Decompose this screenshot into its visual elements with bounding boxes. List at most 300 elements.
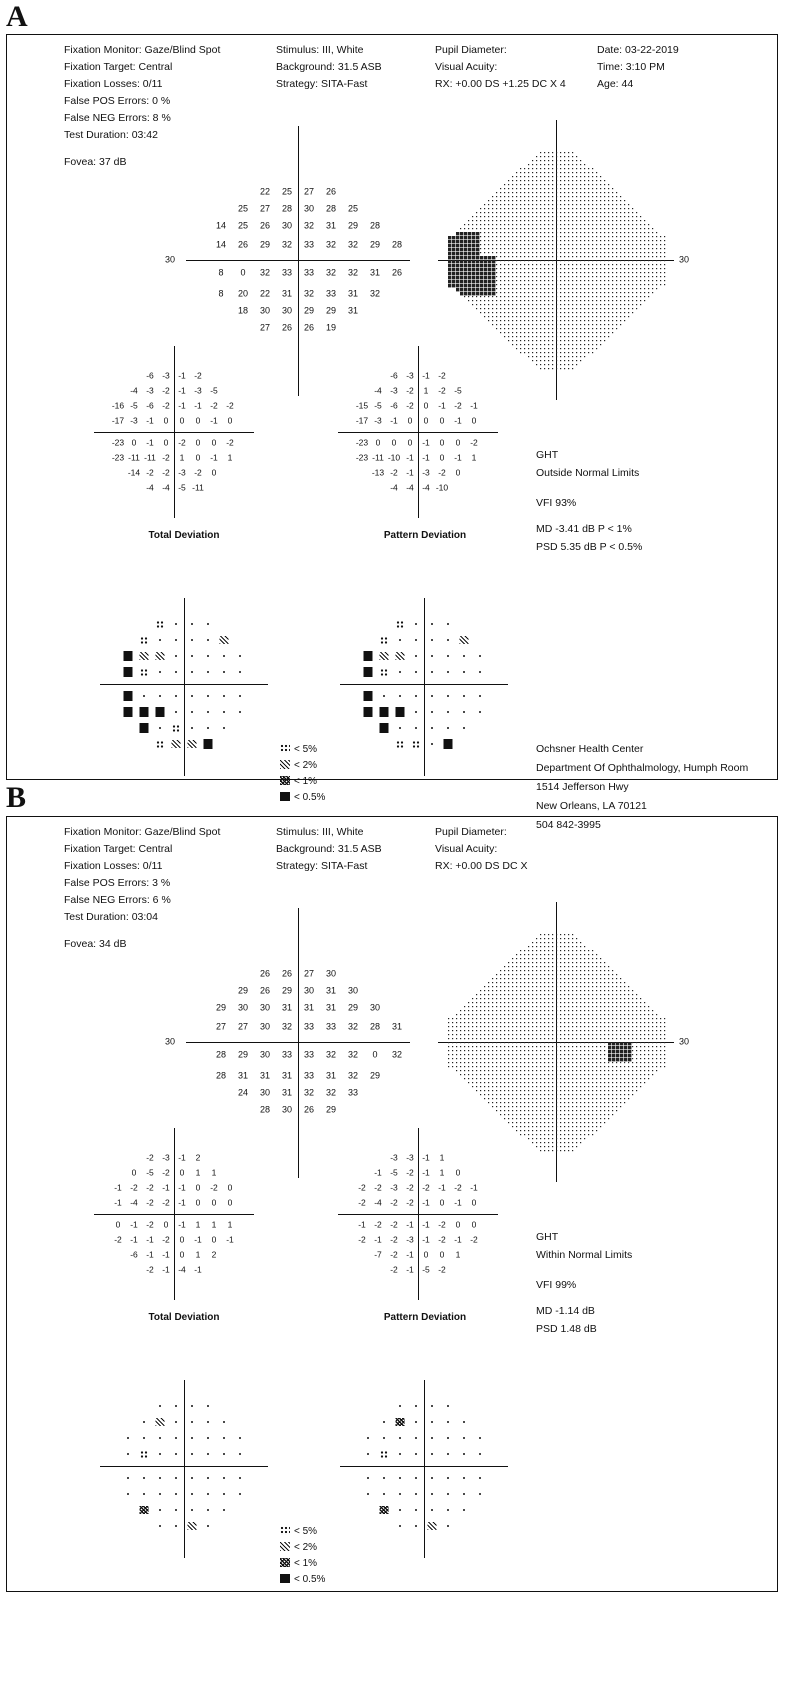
pattern-deviation-value: -2: [406, 1167, 414, 1178]
ght-result: Within Normal Limits: [536, 1249, 633, 1261]
threshold-value: 31: [281, 1087, 293, 1098]
threshold-value: 33: [281, 267, 293, 278]
axis-vertical-pattern-prob: [424, 598, 425, 776]
threshold-value: 26: [325, 186, 337, 197]
probability-symbol: [447, 1453, 449, 1455]
pattern-deviation-value: 0: [391, 437, 397, 448]
header-field: Fixation Losses: 0/11: [64, 860, 163, 872]
threshold-value: 33: [325, 288, 337, 299]
total-deviation-value: -2: [210, 400, 218, 411]
threshold-value: 22: [259, 288, 271, 299]
threshold-value: 25: [281, 186, 293, 197]
probability-symbol: [383, 1437, 385, 1439]
total-deviation-value: -11: [128, 452, 140, 463]
legend-label: < 0.5%: [294, 792, 326, 803]
threshold-value: 25: [237, 203, 249, 214]
probability-symbol: [447, 1405, 449, 1407]
total-deviation-value: -1: [178, 400, 186, 411]
total-deviation-value: 0: [163, 415, 169, 426]
probability-symbol: [239, 1493, 241, 1495]
pattern-deviation-value: -3: [374, 415, 382, 426]
pattern-deviation-value: 0: [423, 1249, 429, 1260]
threshold-value: 32: [281, 239, 293, 250]
threshold-value: 30: [281, 305, 293, 316]
total-deviation-value: -6: [146, 400, 154, 411]
pattern-deviation-value: -5: [390, 1167, 398, 1178]
header-col2: [276, 42, 382, 93]
threshold-value: 30: [369, 1002, 381, 1013]
header-field: Fixation Target: Central: [64, 61, 173, 73]
total-deviation-value: 1: [195, 1249, 201, 1260]
pattern-deviation-value: -3: [390, 1182, 398, 1193]
header-col3: [435, 42, 566, 93]
pattern-deviation-value: -4: [390, 482, 398, 493]
probability-symbol: [415, 727, 417, 729]
total-deviation-value: -1: [210, 452, 218, 463]
total-deviation-value: -3: [178, 467, 186, 478]
total-deviation-value: -2: [146, 467, 154, 478]
legend-item: [280, 790, 325, 806]
threshold-value: 32: [303, 1087, 315, 1098]
header-col1: [64, 42, 220, 144]
header-field: Visual Acuity:: [435, 843, 498, 855]
md-value: MD -3.41 dB P < 1%: [536, 523, 632, 535]
threshold-value: 32: [347, 239, 359, 250]
fovea-value: Fovea: 34 dB: [64, 938, 127, 950]
threshold-value: 27: [237, 1021, 249, 1032]
probability-symbol: [140, 652, 149, 660]
header-field: False POS Errors: 0 %: [64, 95, 171, 107]
total-deviation-value: 1: [227, 452, 233, 463]
total-deviation-value: -3: [162, 1152, 170, 1163]
total-deviation-value: -17: [111, 415, 125, 426]
threshold-value: 25: [347, 203, 359, 214]
threshold-value: 31: [281, 288, 293, 299]
probability-symbol: [140, 637, 148, 644]
probability-symbol: [431, 1493, 433, 1495]
probability-symbol: [191, 1509, 193, 1511]
legend-symbol: [280, 1558, 290, 1567]
pattern-deviation-value: -5: [422, 1264, 430, 1275]
probability-symbol: [463, 1453, 465, 1455]
threshold-value: 31: [281, 1002, 293, 1013]
probability-symbol: [415, 1509, 417, 1511]
threshold-value: 30: [259, 1002, 271, 1013]
probability-symbol: [175, 695, 177, 697]
axis-vertical-threshold: [298, 126, 299, 396]
threshold-value: 31: [325, 985, 337, 996]
probability-symbol: [367, 1437, 369, 1439]
pattern-deviation-value: -1: [374, 1234, 382, 1245]
total-deviation-value: 0: [195, 415, 201, 426]
probability-symbol: [367, 1477, 369, 1479]
total-deviation-value: -5: [210, 385, 218, 396]
header-col4: [597, 42, 679, 93]
axis-vertical-total-prob: [184, 1380, 185, 1558]
probability-symbol: [159, 1453, 161, 1455]
probability-symbol: [415, 1405, 417, 1407]
threshold-value: 22: [259, 186, 271, 197]
pattern-deviation-value: -2: [390, 1234, 398, 1245]
threshold-value: 0: [372, 1049, 378, 1060]
pattern-deviation-value: 0: [423, 400, 429, 411]
probability-symbol: [207, 695, 209, 697]
probability-symbol: [463, 1509, 465, 1511]
total-deviation-value: -23: [111, 437, 125, 448]
threshold-value: 28: [215, 1070, 227, 1081]
pattern-deviation-value: -1: [422, 1167, 430, 1178]
probability-symbol: [415, 671, 417, 673]
header-field: False NEG Errors: 6 %: [64, 894, 171, 906]
pattern-deviation-value: -2: [390, 1197, 398, 1208]
header-field: Pupil Diameter:: [435, 44, 507, 56]
threshold-value: 26: [281, 322, 293, 333]
pattern-deviation-value: -3: [390, 385, 398, 396]
probability-symbol: [431, 695, 433, 697]
threshold-value: 32: [303, 220, 315, 231]
probability-symbol: [207, 1509, 209, 1511]
total-deviation-value: 0: [195, 452, 201, 463]
probability-symbol: [383, 695, 385, 697]
probability-symbol: [223, 727, 225, 729]
header-field: False POS Errors: 3 %: [64, 877, 171, 889]
pattern-deviation-value: -3: [406, 370, 414, 381]
total-deviation-value: 1: [179, 452, 185, 463]
threshold-value: 26: [303, 322, 315, 333]
threshold-value: 29: [303, 305, 315, 316]
probability-symbol: [191, 1477, 193, 1479]
probability-symbol: [188, 1522, 197, 1530]
probability-symbol: [415, 1493, 417, 1495]
pattern-deviation-value: -7: [374, 1249, 382, 1260]
probability-symbol: [399, 727, 401, 729]
probability-symbol: [223, 695, 225, 697]
probability-symbol: [143, 1421, 145, 1423]
pattern-deviation-value: -1: [422, 1219, 430, 1230]
probability-symbol: [207, 1525, 209, 1527]
header-field: Time: 3:10 PM: [597, 61, 665, 73]
probability-symbol: [159, 1493, 161, 1495]
pattern-deviation-value: -1: [406, 1219, 414, 1230]
total-deviation-value: -1: [146, 415, 154, 426]
grayscale-map: [436, 922, 676, 1162]
total-deviation-value: 0: [131, 437, 137, 448]
pattern-deviation-value: -6: [390, 400, 398, 411]
threshold-value: 30: [259, 1021, 271, 1032]
header-field: Stimulus: III, White: [276, 44, 364, 56]
probability-symbol: [140, 669, 148, 676]
threshold-value: 8: [218, 267, 224, 278]
pattern-deviation-value: -1: [422, 1234, 430, 1245]
probability-symbol: [143, 695, 145, 697]
threshold-value: 30: [325, 968, 337, 979]
threshold-value: 32: [281, 1021, 293, 1032]
threshold-value: 29: [347, 220, 359, 231]
probability-symbol: [191, 1405, 193, 1407]
pattern-deviation-value: -2: [470, 1234, 478, 1245]
axis-vertical-threshold: [298, 908, 299, 1178]
pattern-deviation-value: 0: [375, 437, 381, 448]
probability-symbol: [207, 639, 209, 641]
pattern-deviation-value: -1: [454, 1234, 462, 1245]
probability-symbol: [415, 639, 417, 641]
probability-symbol: [396, 652, 405, 660]
probability-symbol: [463, 1477, 465, 1479]
probability-symbol: [431, 711, 433, 713]
spacer: [536, 1294, 632, 1302]
total-deviation-value: 0: [211, 437, 217, 448]
pattern-deviation-value: -2: [422, 1182, 430, 1193]
total-deviation-value: -1: [194, 1264, 202, 1275]
probability-symbol: [239, 1453, 241, 1455]
threshold-value: 29: [325, 1104, 337, 1115]
address-line: 1514 Jefferson Hwy: [536, 781, 629, 793]
probability-symbol: [175, 639, 177, 641]
pattern-deviation-value: -1: [454, 452, 462, 463]
probability-symbol: [447, 711, 449, 713]
axis-vertical-pattern-dev: [418, 346, 419, 518]
probability-symbol: [479, 1477, 481, 1479]
threshold-value: 31: [369, 267, 381, 278]
axis-vertical-pattern-prob: [424, 1380, 425, 1558]
probability-symbol: [479, 1437, 481, 1439]
probability-symbol: [431, 1477, 433, 1479]
legend-item: [280, 1556, 325, 1572]
probability-symbol: [191, 639, 193, 641]
header-field: Visual Acuity:: [435, 61, 498, 73]
threshold-value: 33: [303, 267, 315, 278]
probability-symbol: [188, 740, 197, 748]
threshold-value: 31: [237, 1070, 249, 1081]
total-deviation-value: -16: [111, 400, 125, 411]
total-deviation-value: -2: [146, 1197, 154, 1208]
probability-symbol: [380, 652, 389, 660]
pattern-deviation-value: -2: [438, 467, 446, 478]
pattern-deviation-value: -5: [374, 400, 382, 411]
threshold-value: 30: [347, 985, 359, 996]
axis-vertical-total-dev: [174, 1128, 175, 1300]
threshold-value: 32: [259, 267, 271, 278]
total-deviation-value: -2: [130, 1182, 138, 1193]
total-deviation-value: -2: [162, 1234, 170, 1245]
total-deviation-value: -1: [114, 1197, 122, 1208]
total-deviation-value: -2: [162, 452, 170, 463]
pattern-deviation-value: -3: [422, 467, 430, 478]
threshold-value: 19: [325, 322, 337, 333]
pattern-deviation-value: -1: [422, 452, 430, 463]
total-deviation-value: -1: [178, 1197, 186, 1208]
probability-symbol: [447, 1421, 449, 1423]
pattern-deviation-value: -1: [422, 370, 430, 381]
probability-symbol: [399, 639, 401, 641]
probability-symbol: [207, 711, 209, 713]
pattern-deviation-value: -2: [438, 1219, 446, 1230]
probability-symbol: [175, 1525, 177, 1527]
threshold-value: 33: [303, 1021, 315, 1032]
header-field: Test Duration: 03:42: [64, 129, 158, 141]
probability-symbol: [431, 1453, 433, 1455]
probability-symbol: [175, 711, 177, 713]
probability-symbol: [463, 1493, 465, 1495]
legend-symbol: [280, 744, 290, 753]
total-deviation-value: -1: [178, 1182, 186, 1193]
pattern-deviation-value: 1: [455, 1249, 461, 1260]
legend-label: < 1%: [294, 776, 318, 787]
threshold-value: 32: [391, 1049, 403, 1060]
threshold-value: 33: [325, 1021, 337, 1032]
probability-symbol: [479, 711, 481, 713]
total-deviation-value: -5: [130, 400, 138, 411]
probability-symbol: [447, 727, 449, 729]
probability-symbol: [447, 623, 449, 625]
probability-symbol: [463, 1421, 465, 1423]
threshold-value: 31: [391, 1021, 403, 1032]
probability-symbol: [415, 655, 417, 657]
legend-item: [280, 742, 325, 758]
pattern-deviation-value: -2: [374, 1219, 382, 1230]
threshold-value: 28: [369, 1021, 381, 1032]
legend-symbol: [280, 1574, 290, 1583]
probability-symbol: [191, 655, 193, 657]
total-deviation-value: 0: [195, 1197, 201, 1208]
address-line: Ochsner Health Center: [536, 743, 644, 755]
probability-symbol: [127, 1477, 129, 1479]
probability-symbol: [207, 671, 209, 673]
probability-symbol: [175, 671, 177, 673]
total-deviation-value: -5: [146, 1167, 154, 1178]
pattern-deviation-value: -2: [390, 467, 398, 478]
total-deviation-value: -1: [130, 1219, 138, 1230]
probability-symbol: [207, 1493, 209, 1495]
probability-symbol: [239, 671, 241, 673]
pattern-deviation-value: 0: [439, 1249, 445, 1260]
probability-symbol: [412, 741, 420, 748]
probability-symbol: [431, 655, 433, 657]
probability-symbol: [172, 740, 181, 748]
pattern-deviation-value: 1: [423, 385, 429, 396]
probability-symbol: [143, 1477, 145, 1479]
probability-symbol: [175, 1453, 177, 1455]
pattern-deviation-value: -1: [438, 1182, 446, 1193]
total-deviation-value: -2: [178, 437, 186, 448]
pattern-deviation-value: -1: [422, 1197, 430, 1208]
pattern-deviation-value: -1: [406, 1264, 414, 1275]
threshold-value: 29: [237, 985, 249, 996]
probability-symbol: [399, 1437, 401, 1439]
probability-symbol: [207, 1477, 209, 1479]
total-deviation-value: -2: [226, 400, 234, 411]
probability-symbol: [380, 1451, 388, 1458]
axis-label-30: 30: [678, 254, 690, 265]
total-deviation-value: -2: [162, 1197, 170, 1208]
probability-symbol: [175, 1477, 177, 1479]
pattern-deviation-value: -10: [435, 482, 449, 493]
total-deviation-value: -2: [114, 1234, 122, 1245]
threshold-value: 31: [325, 1002, 337, 1013]
threshold-value: 32: [325, 239, 337, 250]
spacer: [536, 1264, 632, 1276]
probability-symbol: [143, 1493, 145, 1495]
probability-symbol: [124, 667, 133, 677]
header-field: Pupil Diameter:: [435, 826, 507, 838]
pattern-deviation-value: -1: [406, 467, 414, 478]
total-deviation-value: -11: [144, 452, 156, 463]
psd-value: PSD 5.35 dB P < 0.5%: [536, 541, 643, 553]
total-deviation-value: 0: [179, 1234, 185, 1245]
probability-symbol: [431, 623, 433, 625]
threshold-value: 26: [281, 968, 293, 979]
threshold-value: 0: [240, 267, 246, 278]
total-deviation-value: 0: [131, 1167, 137, 1178]
probability-symbol: [415, 1437, 417, 1439]
probability-symbol: [415, 1421, 417, 1423]
probability-symbol: [223, 1437, 225, 1439]
threshold-value: 8: [218, 288, 224, 299]
probability-symbol: [380, 723, 389, 733]
pattern-deviation-value: 0: [471, 1197, 477, 1208]
pattern-deviation-value: -2: [406, 385, 414, 396]
probability-symbol: [399, 1525, 401, 1527]
pattern-deviation-value: 0: [455, 1219, 461, 1230]
probability-symbol: [127, 1493, 129, 1495]
threshold-value: 28: [391, 239, 403, 250]
probability-symbol: [191, 1493, 193, 1495]
pattern-deviation-value: -2: [374, 1182, 382, 1193]
pattern-deviation-value: -1: [374, 1167, 382, 1178]
probability-symbol: [447, 1477, 449, 1479]
pattern-deviation-label: Pattern Deviation: [383, 530, 467, 541]
threshold-value: 32: [303, 288, 315, 299]
total-deviation-value: -6: [130, 1249, 138, 1260]
psd-value: PSD 1.48 dB: [536, 1323, 597, 1335]
pattern-deviation-value: -1: [470, 1182, 478, 1193]
probability-symbol: [396, 741, 404, 748]
threshold-value: 32: [325, 1049, 337, 1060]
total-deviation-value: 0: [211, 1197, 217, 1208]
total-deviation-label: Total Deviation: [148, 530, 220, 541]
total-deviation-value: -2: [162, 467, 170, 478]
header-col2: [276, 824, 382, 875]
probability-symbol: [431, 1509, 433, 1511]
probability-symbol: [431, 743, 433, 745]
pattern-deviation-value: 0: [423, 415, 429, 426]
threshold-value: 20: [237, 288, 249, 299]
probability-symbol: [383, 1493, 385, 1495]
vfi-value: VFI 93%: [536, 497, 577, 509]
pattern-deviation-value: -1: [454, 415, 462, 426]
pattern-deviation-value: -2: [358, 1234, 366, 1245]
threshold-value: 27: [303, 186, 315, 197]
legend-symbol: [280, 792, 290, 801]
total-deviation-value: 0: [179, 415, 185, 426]
total-deviation-value: 0: [211, 1234, 217, 1245]
probability-symbol: [239, 1477, 241, 1479]
total-deviation-value: 1: [195, 1219, 201, 1230]
threshold-value: 30: [259, 1049, 271, 1060]
header-field: Strategy: SITA-Fast: [276, 860, 368, 872]
threshold-value: 27: [259, 203, 271, 214]
probability-symbol: [175, 1509, 177, 1511]
axis-label-30: 30: [164, 1036, 176, 1047]
header-field: RX: +0.00 DS +1.25 DC X 4: [435, 78, 566, 90]
legend-item: [280, 1524, 325, 1540]
total-deviation-value: 2: [211, 1249, 217, 1260]
probability-symbol: [175, 1405, 177, 1407]
pattern-deviation-value: -3: [406, 1234, 414, 1245]
probability-symbol: [127, 1453, 129, 1455]
total-deviation-value: -1: [162, 1182, 170, 1193]
header-field: Fixation Losses: 0/11: [64, 78, 163, 90]
